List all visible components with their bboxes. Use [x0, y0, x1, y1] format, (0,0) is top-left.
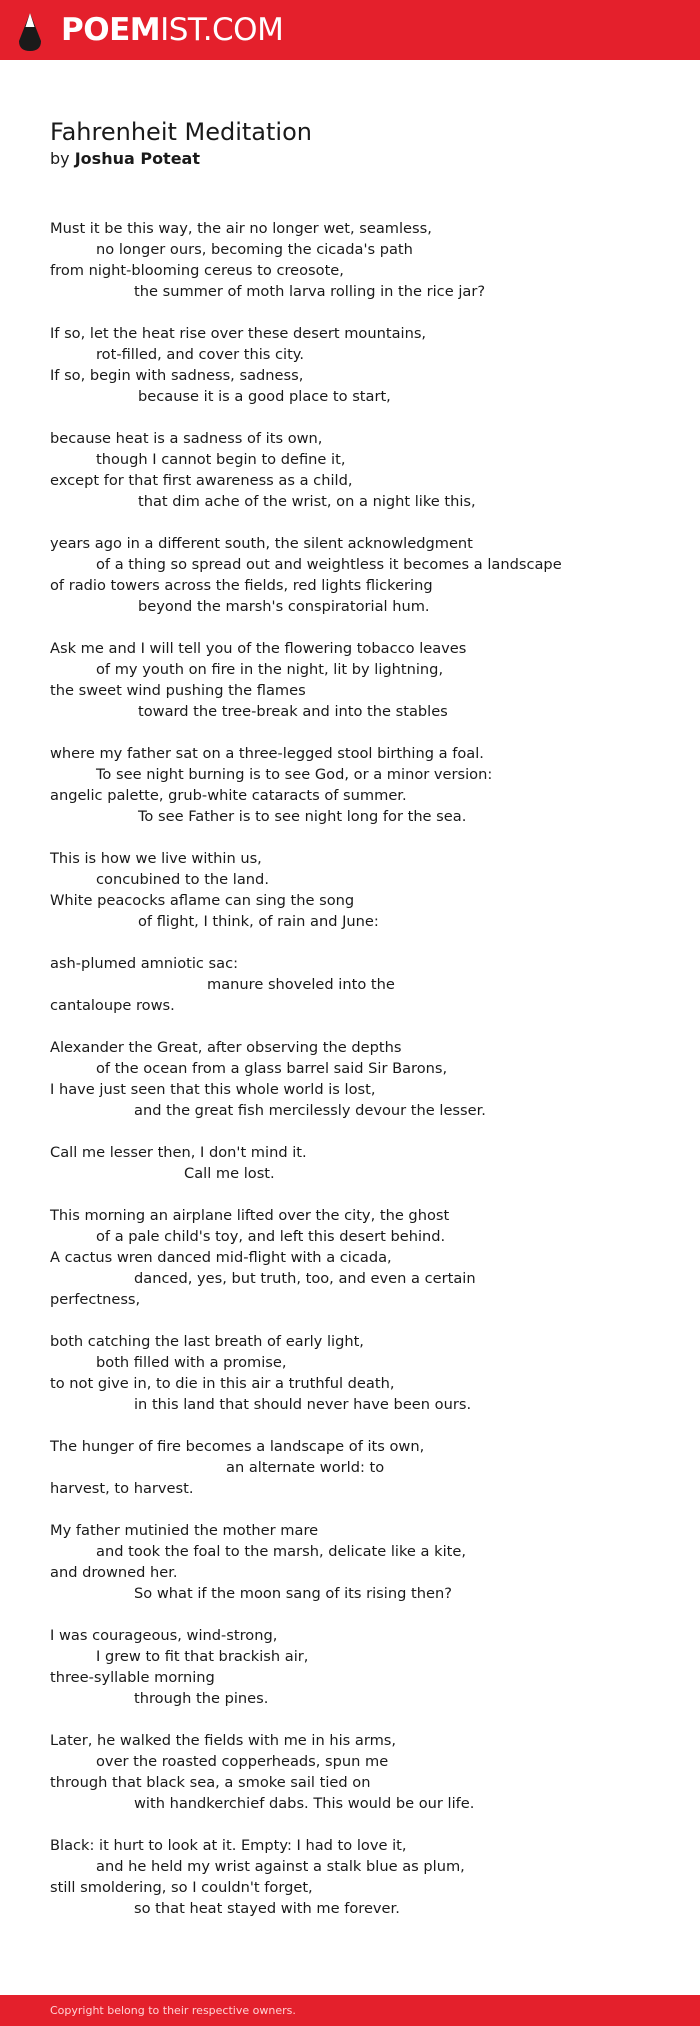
poem-line: and drowned her. [50, 1564, 178, 1581]
stanza-break [50, 1709, 670, 1730]
poem-body [50, 218, 670, 1919]
poem-line: the summer of moth larva rolling in the rice jar? [134, 283, 486, 300]
poem-line: Alexander the Great, after observing the depths [50, 1039, 402, 1056]
poem-line: This is how we live within us, [50, 850, 262, 867]
pen-nib-icon[interactable] [17, 11, 43, 53]
poem-line: except for that first awareness as a child, [50, 472, 353, 489]
stanza-break [50, 1604, 670, 1625]
poem-line: danced, yes, but truth, too, and even a certain [134, 1270, 476, 1287]
poem-line: toward the tree-break and into the stables [138, 703, 448, 720]
stanza-break [50, 932, 670, 953]
poem-line: because heat is a sadness of its own, [50, 430, 323, 447]
author-name[interactable]: Joshua Poteat [74, 149, 200, 168]
poem-line: I was courageous, wind-strong, [50, 1627, 278, 1644]
poem-line: White peacocks aflame can sing the song [50, 892, 355, 909]
poem-line: from night-blooming cereus to creosote, [50, 262, 344, 279]
poem-line: still smoldering, so I couldn't forget, [50, 1879, 313, 1896]
stanza-break [50, 827, 670, 848]
poem-line: angelic palette, grub-white cataracts of summer. [50, 787, 407, 804]
site-logo[interactable] [61, 12, 283, 48]
poem-line: of flight, I think, of rain and June: [138, 913, 379, 930]
poem-line: with handkerchief dabs. This would be our life. [134, 1795, 475, 1812]
poem-line: Call me lost. [184, 1165, 275, 1182]
logo-light-text: IST.COM [160, 12, 284, 48]
poem-line: Later, he walked the fields with me in his arms, [50, 1732, 397, 1749]
poem-line: To see night burning is to see God, or a minor version: [96, 766, 493, 783]
poem-line: If so, begin with sadness, sadness, [50, 367, 304, 384]
poem-title: Fahrenheit Meditation [50, 118, 312, 146]
poem-line: ash-plumed amniotic sac: [50, 955, 239, 972]
poem-line: both filled with a promise, [96, 1354, 287, 1371]
poem-line: and he held my wrist against a stalk blue as plum, [96, 1858, 465, 1875]
stanza-break [50, 1121, 670, 1142]
poem-line: over the roasted copperheads, spun me [96, 1753, 389, 1770]
poem-line: This morning an airplane lifted over the city, the ghost [50, 1207, 450, 1224]
site-footer [0, 1995, 700, 2026]
stanza-break [50, 1184, 670, 1205]
poem-line: of the ocean from a glass barrel said Sir Barons, [96, 1060, 448, 1077]
by-label: by [50, 149, 70, 168]
poem-line: So what if the moon sang of its rising then? [134, 1585, 452, 1602]
poem-line: years ago in a different south, the silent acknowledgment [50, 535, 473, 552]
poem-line: I have just seen that this whole world is lost, [50, 1081, 376, 1098]
poem-line: and the great fish mercilessly devour the lesser. [134, 1102, 486, 1119]
poem-line: three-syllable morning [50, 1669, 215, 1686]
poem-line: Must it be this way, the air no longer wet, seamless, [50, 220, 432, 237]
poem-line: perfectness, [50, 1291, 141, 1308]
poem-line: manure shoveled into the [207, 976, 395, 993]
stanza-break [50, 722, 670, 743]
stanza-break [50, 1499, 670, 1520]
poem-line: that dim ache of the wrist, on a night like this, [138, 493, 476, 510]
poem-line: Black: it hurt to look at it. Empty: I had to love it, [50, 1837, 407, 1854]
poem-line: concubined to the land. [96, 871, 269, 888]
poem-line: no longer ours, becoming the cicada's path [96, 241, 413, 258]
poem-line: The hunger of fire becomes a landscape of its own, [50, 1438, 425, 1455]
poem-line: in this land that should never have been ours. [134, 1396, 472, 1413]
poem-line: so that heat stayed with me forever. [134, 1900, 400, 1917]
poem-line: through the pines. [134, 1690, 269, 1707]
poem-line: where my father sat on a three-legged stool birthing a foal. [50, 745, 484, 762]
stanza-break [50, 407, 670, 428]
poem-line: If so, let the heat rise over these desert mountains, [50, 325, 427, 342]
poem-line: My father mutinied the mother mare [50, 1522, 319, 1539]
stanza-break [50, 1016, 670, 1037]
stanza-break [50, 1814, 670, 1835]
poem-line: both catching the last breath of early light, [50, 1333, 364, 1350]
poem-line: rot-filled, and cover this city. [96, 346, 304, 363]
stanza-break [50, 512, 670, 533]
site-header [0, 0, 700, 60]
poem-line: of a thing so spread out and weightless it becomes a landscape [96, 556, 562, 573]
poem-line: and took the foal to the marsh, delicate like a kite, [96, 1543, 466, 1560]
poem-line: of my youth on fire in the night, lit by lightning, [96, 661, 444, 678]
stanza-break [50, 302, 670, 323]
poem-line: A cactus wren danced mid-flight with a cicada, [50, 1249, 392, 1266]
poem-line: To see Father is to see night long for the sea. [138, 808, 467, 825]
poem-line: though I cannot begin to define it, [96, 451, 346, 468]
poem-line: the sweet wind pushing the flames [50, 682, 306, 699]
poem-line: through that black sea, a smoke sail tied on [50, 1774, 371, 1791]
stanza-break [50, 1310, 670, 1331]
poem-line: Ask me and I will tell you of the flowering tobacco leaves [50, 640, 467, 657]
poem-line: because it is a good place to start, [138, 388, 391, 405]
poem-line: I grew to fit that brackish air, [96, 1648, 309, 1665]
poem-line: of a pale child's toy, and left this desert behind. [96, 1228, 446, 1245]
stanza-break [50, 1415, 670, 1436]
poem-line: Call me lesser then, I don't mind it. [50, 1144, 307, 1161]
logo-bold-text: POEM [61, 12, 161, 48]
poem-line: of radio towers across the fields, red lights flickering [50, 577, 433, 594]
poem-line: to not give in, to die in this air a truthful death, [50, 1375, 395, 1392]
poem-line: an alternate world: to [226, 1459, 385, 1476]
poem-line: beyond the marsh's conspiratorial hum. [138, 598, 430, 615]
byline [50, 148, 200, 170]
stanza-break [50, 617, 670, 638]
poem-line: cantaloupe rows. [50, 997, 175, 1014]
poem-line: harvest, to harvest. [50, 1480, 194, 1497]
copyright-text: Copyright belong to their respective owners. [50, 2004, 296, 2017]
